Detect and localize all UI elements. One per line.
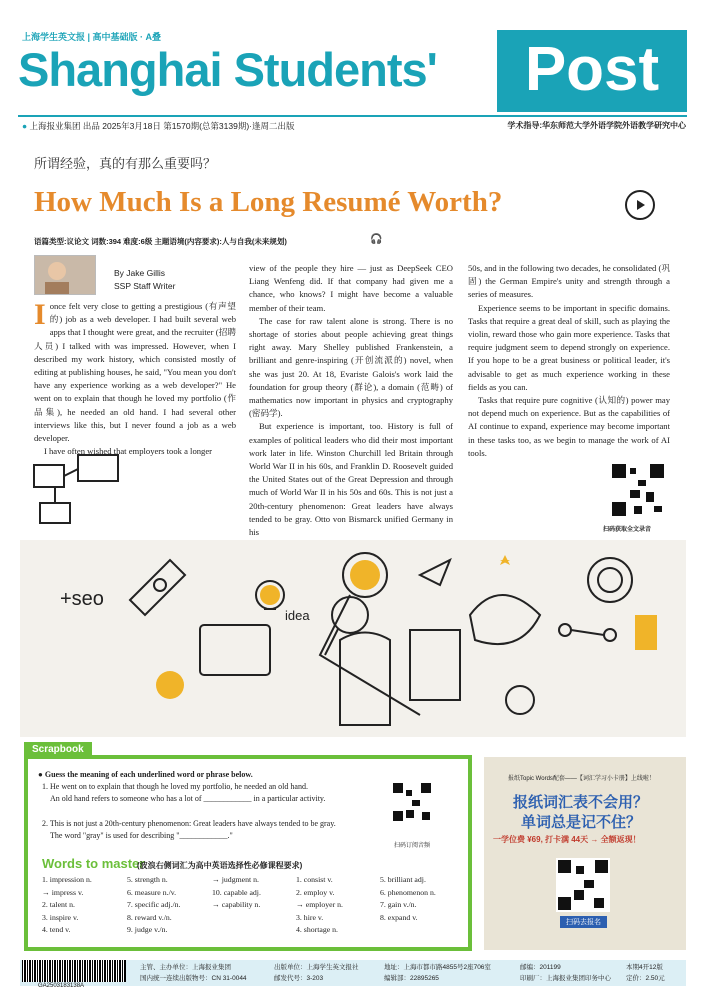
group-logo-icon: ● (22, 121, 28, 131)
author-role: SSP Staff Writer (114, 281, 176, 291)
footer-col-3: 地址：上海市都市路4855号2座706室 编辑部：22895265 (384, 964, 491, 982)
article-meta: 语篇类型:议论文 词数:394 难度:6级 主题语境(内容要求):人与自我(未来规划) (34, 237, 287, 246)
word-list-col-3: → judgment n. 10. capable adj. → capability n. (212, 875, 261, 909)
masthead-top-line: 上海学生英文报 | 高中基础版 · A叠 (22, 32, 162, 42)
qr-code-signup[interactable] (556, 858, 610, 912)
footer-col-5: 本期4开12版 定价：2.50元 (626, 964, 665, 982)
author-photo (34, 255, 96, 295)
ad-price: 一学位费 ¥69, 打卡满 44天 → 全额返现！ (493, 835, 641, 844)
author-name: By Jake Gillis (114, 268, 166, 278)
ad-heading-2: 单词总是记不住？ (521, 814, 642, 831)
issue-line-text: 上海报业集团 出品 2025年3月18日 第1570期(总第3139期)·逢周二出版 (29, 121, 295, 131)
question-1: 1. He went on to explain that though he loved my portfolio, he needed an old hand. (42, 782, 308, 791)
paragraph: The case for raw talent alone is strong. There is no shortage of stories about people achieving great things right away. Mary Shelley published Frankenstein, a brilliant and genre-inspiring (开创流派的) novel, when she was just 20. At 18, Evariste Galois's work laid the foundation for group theory (群论), a domain (范畴) of mathematics now important in physics and cryptography (密码学). (249, 315, 453, 419)
issue-line (22, 120, 295, 132)
words-note: (波浪右侧词汇为高中英语选择性必修课程要求) (137, 861, 303, 870)
qr-label: 扫码订阅音频 (394, 843, 431, 849)
masthead-title: Shanghai Students' (18, 43, 437, 96)
word-list-col-5: 5. brilliant adj. 6. phenomenon n. 7. gain v./n. 8. expand v. (380, 875, 436, 922)
play-icon (634, 199, 646, 211)
word-list-col-1: 1. impression n. → impress v. 2. talent n. 3. inspire v. 4. tend v. (42, 875, 92, 934)
qr-label: 扫码获取全文录音 (603, 527, 652, 533)
academic-guidance: 学术指导:华东师范大学外语学院外语教学研究中心 (507, 121, 686, 130)
masthead-rule (18, 115, 687, 117)
svg-text:idea: idea (285, 608, 310, 623)
paragraph: 50s, and in the following two decades, he consolidated (巩固) the German Empire's unity and strength through a series of measures. (468, 263, 670, 300)
headphones-icon[interactable]: 🎧 (370, 234, 383, 245)
ad-signup-button[interactable]: 扫码去报名 (560, 916, 607, 928)
question-1-blank: An old hand refers to someone who has a lot of ____________ in a particular activity. (50, 794, 326, 803)
ad-top-line: 报纸Topic Words配套——【词汇学习小卡册】上线啦！ (508, 776, 655, 782)
footer-col-2: 出版单位：上海学生英文报社 邮发代号：3-203 (274, 964, 359, 982)
footer-col-1: 主管、主办单位：上海报业集团 国内统一连续出版物号：CN 31-0044 (140, 964, 247, 982)
word-list-col-2: 5. strength n. 6. measure n./v. 7. specific adj./n. 8. reward v./n. 9. judge v./n. (127, 875, 181, 934)
article-headline: How Much Is a Long Resumé Worth? (34, 186, 503, 218)
ad-heading-1: 报纸词汇表不会用？ (513, 794, 649, 811)
footer-col-4: 邮编：201199 印刷厂：上海报业集团印务中心 (520, 964, 611, 982)
svg-text:+seo: +seo (60, 588, 104, 610)
barcode (22, 960, 126, 982)
doodle-illustration (20, 425, 686, 737)
paragraph: view of the people they hire — just as DeepSeek CEO Liang Wenfeng did. If that company had given me a chance, who knows? I might have become a valuable member of their team. (249, 263, 453, 313)
paragraph: I have often wished that employers took a longer (44, 446, 213, 457)
question-2-blank: The word "gray" is used for describing "____________." (50, 831, 233, 840)
paragraph: Experience seems to be important in specific domains. Tasks that require a great deal of skill, such as playing the violin, reward those who gain more experience. Tasks that require judgment seem to depend strongly on experience. If you hope to be a great business or political leader, it's advisable to get as much experience working in these fields as you can. (468, 302, 670, 392)
barcode-number: GA2503183138A (38, 983, 85, 989)
masthead-post: Post (497, 30, 687, 112)
question-2: 2. This is not just a 20th-century phenomenon: Great leaders have always tended to be gray. (42, 819, 336, 828)
play-audio-button[interactable] (625, 190, 655, 220)
article-subtitle: 所谓经验，真的有那么重要吗？ (34, 157, 217, 172)
qr-code-subscribe[interactable] (392, 782, 432, 822)
paragraph: But experience is important, too. History is full of examples of political leaders who did their most important work later in life. Winston Churchill led Britain through World War II in his 60s, and Franklin D. Roosevelt guided the United States out of the Great Depression and through much of World War II in his 50s and 60s. This is not just a 20th-century phenomenon: Great leaders have always tended to be gray. Otto von Bismarck unified Germany in his (249, 421, 453, 538)
word-list-col-4: 1. consist v. 2. employ v. → employer n. 3. hire v. 4. shortage n. (296, 875, 343, 934)
scrapbook-tag: Scrapbook (24, 742, 92, 757)
words-to-master-title: Words to master (42, 856, 145, 871)
paragraph: once felt very close to getting a prestigious (有声望的) job as a web developer. I had built several web apps that I thought were great, and the recruiter (招聘人员) I talked with was impressed. However, when I described my work history, which consisted mostly of editing at publishing houses, he said, "You mean you don't have any experience working as a web developer?" He went on to explain that though he loved my portfolio (作品集), he needed an old hand. I had several other interviews like this, but I never found a job as a web developer. (34, 301, 236, 444)
drop-cap: I (34, 298, 46, 331)
paragraph: Tasks that require pure cognitive (认知的) power may not depend much on experience. But as the capabilities of AI continue to expand, experience may become important in these tasks too, as we begin to manage the work of AI tools. (468, 395, 670, 458)
guess-instruction: ● Guess the meaning of each underlined word or phrase below. (38, 770, 253, 779)
